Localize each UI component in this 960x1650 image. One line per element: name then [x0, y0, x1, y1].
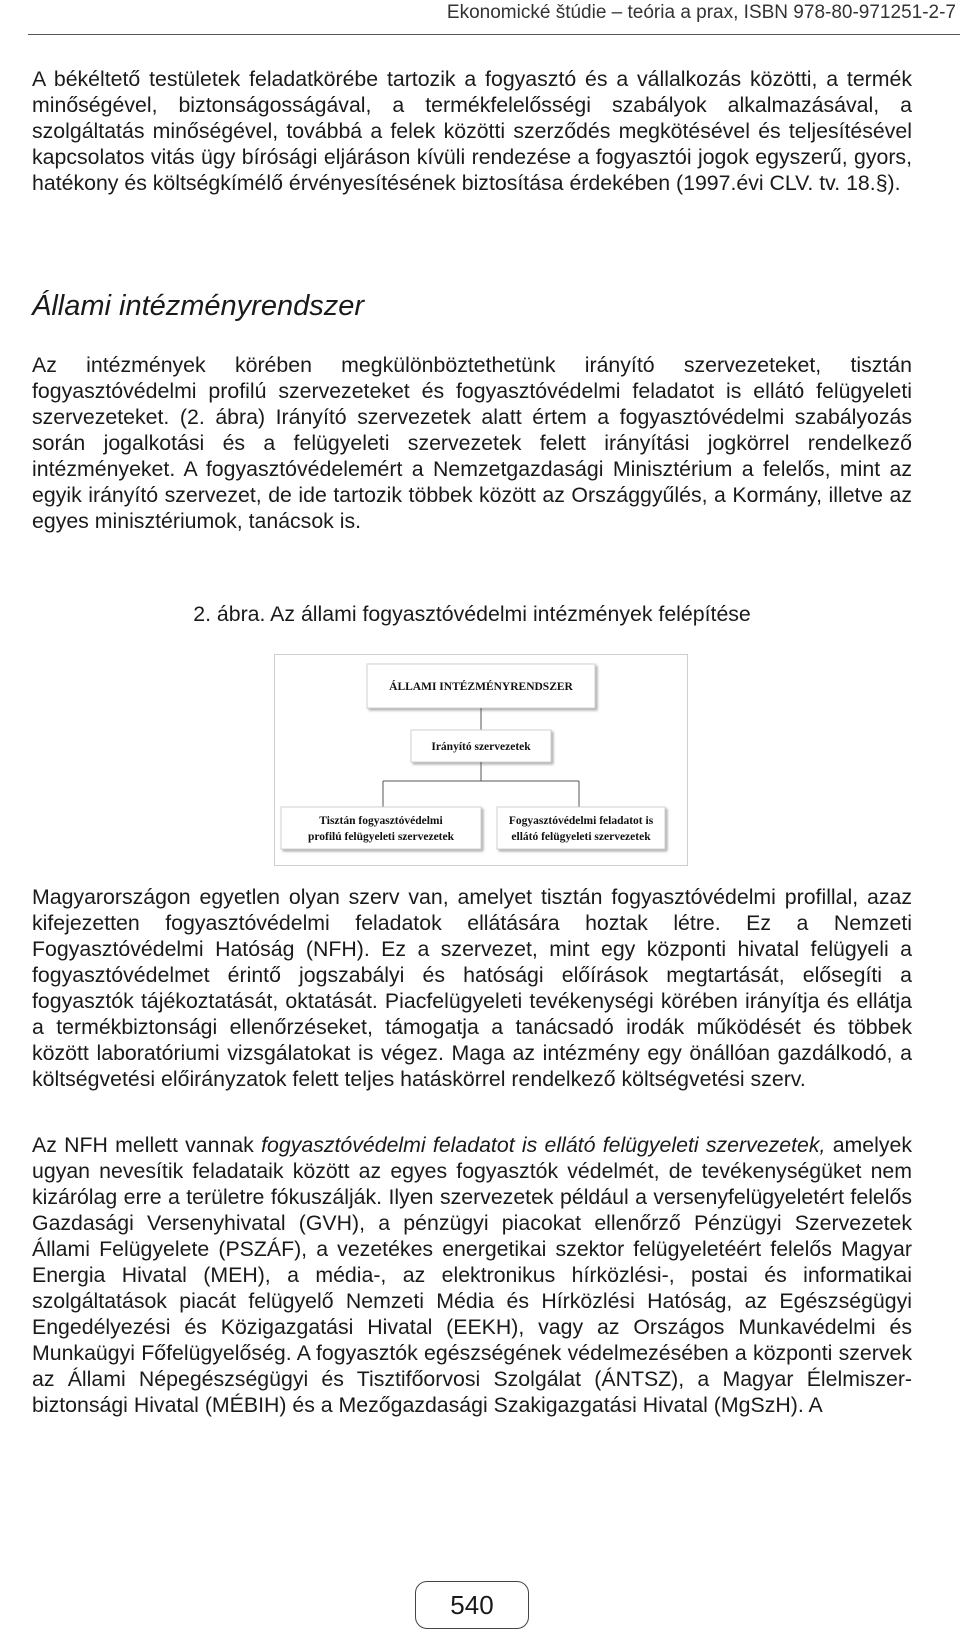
paragraph-supervisory [32, 1132, 912, 1418]
paragraph-nfh: Magyarországon egyetlen olyan szerv van, amelyet tisztán fogyasztóvédelmi profillal, azaz kifejezetten fogyasztóvédelmi feladatok ellátására hoztak létre. Ez a Nemzeti Fogyasztóvédelmi Hatóság (NFH). Ez a szervezet, mint egy központi hivatal felügyeli a fogyasztóvédelmet érintő jogszabályi és hatósági előírások megtartását, elősegíti a fogyasztók tájékoztatását, oktatását. Piacfelügyeleti tevékenységi körében irányítja és ellátja a termékbiztonsági ellenőrzéseket, támogatja a tanácsadó irodák működését és többek között laboratóriumi vizsgálatokat is végez. Maga az intézmény egy önállóan gazdálkodó, a költségvetési előirányzatok felett teljes hatáskörrel rendelkező költségvetési szerv. [32, 885, 912, 1091]
diagram-svg [275, 655, 687, 865]
institution-diagram [274, 654, 688, 866]
paragraph-supervisory-italic: fogyasztóvédelmi feladatot is ellátó felügyeleti szervezetek, [261, 1133, 826, 1157]
paragraph-institutions: Az intézmények körében megkülönböztethetünk irányító szervezeteket, tisztán fogyasztóvédelmi profilú szervezeteket és fogyasztóvédelmi feladatot is ellátó felügyeleti szervezeteket. (2. ábra) Irányító szervezetek alatt értem a fogyasztóvédelmi szabályozás során jogalkotási és a felügyeleti szervezetek felett irányítási jogkörrel rendelkező intézményeket. A fogyasztóvédelemért a Nemzetgazdasági Minisztérium a felelős, mint az egyik irányító szervezet, de ide tartozik többek között az Országgyűlés, a Kormány, illetve az egyes minisztériumok, tanácsok is. [32, 353, 912, 533]
diagram-left-line2: profilú felügyeleti szervezetek [307, 831, 455, 843]
paragraph-supervisory-start: Az NFH mellett vannak [32, 1133, 262, 1157]
diagram-right-line1: Fogyasztóvédelmi feladatot is [508, 815, 654, 827]
header-text: Ekonomické štúdie – teória a prax, ISBN 978-80-971251-2-7 [446, 2, 956, 23]
section-heading: Állami intézményrendszer [32, 290, 365, 322]
diagram-left-line1: Tisztán fogyasztóvédelmi [319, 815, 443, 827]
diagram-top-label: ÁLLAMI INTÉZMÉNYRENDSZER [389, 681, 573, 693]
page-number-box [415, 1581, 529, 1629]
diagram-middle-label: Irányító szervezetek [431, 741, 531, 753]
page-number: 540 [450, 1590, 494, 1620]
paragraph-arbitration: A békéltető testületek feladatkörébe tartozik a fogyasztó és a vállalkozás közötti, a termék minőségével, biztonságosságával, a termékfelelősségi szabályok alkalmazásával, a szolgáltatás minőségével, továbbá a felek közötti szerződés megkötésével és teljesítésével kapcsolatos vitás ügy bírósági eljáráson kívüli rendezése a fogyasztói jogok egyszerű, gyors, hatékony és költségkímélő érvényesítésének biztosítása érdekében (1997.évi CLV. tv. 18.§). [32, 67, 912, 195]
running-header [28, 0, 960, 35]
diagram-right-line2: ellátó felügyeleti szervezetek [511, 831, 651, 843]
paragraph-supervisory-rest: amelyek ugyan nevesítik feladataik között az egyes fogyasztók védelmét, de tevékenységüket nem kizárólag erre a területre fókuszálják. Ilyen szervezetek például a versenyfelügyeletért felelős Gazdasági Versenyhivatal (GVH), a pénzügyi piacokat ellenőrző Pénzügyi Szervezetek Állami Felügyelete (PSZÁF), a vezetékes energetikai szektor felügyeletéért felelős Magyar Energia Hivatal (MEH), a média-, az elektronikus hírközlési-, postai és informatikai szolgáltatások piacát felügyelő Nemzeti Média és Hírközlési Hatóság, az Egészségügyi Engedélyezési és Közigazgatási Hivatal (EEKH), vagy az Országos Munkavédelmi és Munkaügyi Főfelügyelőség. A fogyasztók egészségének védelmezésében a központi szervek az Állami Népegészségügyi és Tisztifőorvosi Szolgálat (ÁNTSZ), a Magyar Élelmiszer-biztonsági Hivatal (MÉBIH) és a Mezőgazdasági Szakigazgatási Hivatal (MgSzH). A [32, 1133, 912, 1417]
figure-caption: 2. ábra. Az állami fogyasztóvédelmi intézmények felépítése [193, 602, 751, 626]
